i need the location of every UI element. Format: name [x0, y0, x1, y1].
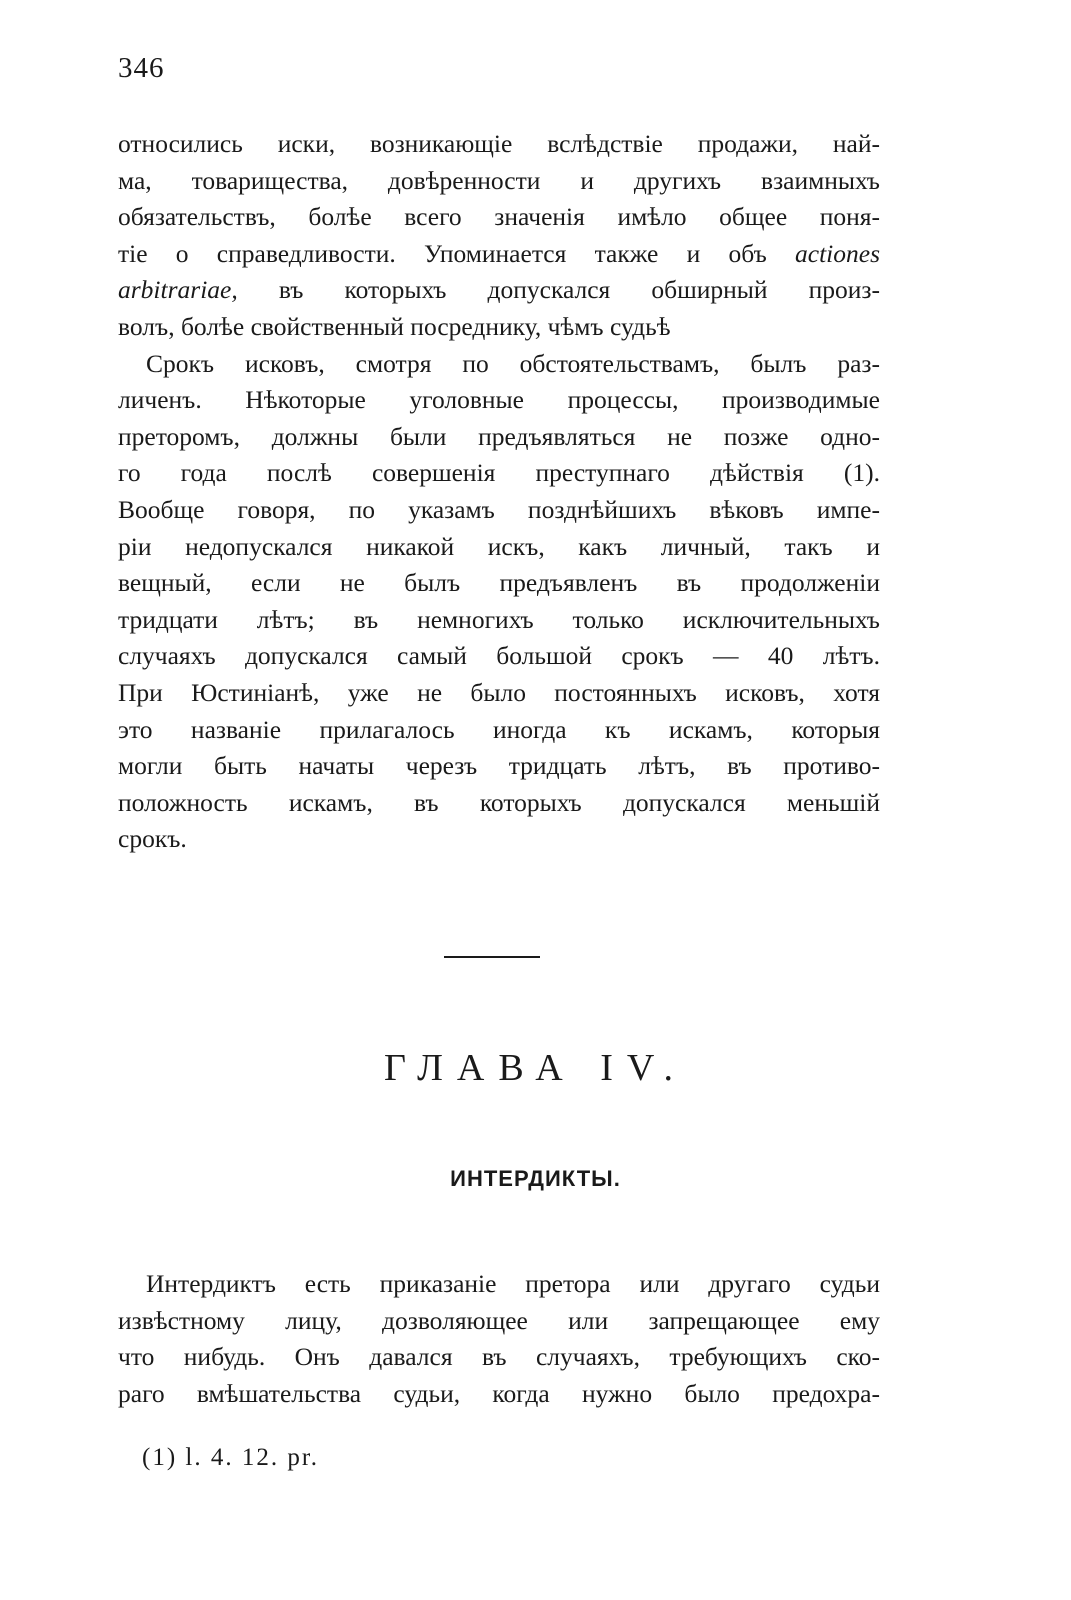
- text-line: что нибудь. Онъ давался въ случаяхъ, требующихъ ско-: [118, 1342, 880, 1372]
- text-line: вещный, если не былъ предъявленъ въ продолженіи: [118, 568, 880, 598]
- text-span: въ которыхъ допускался обширный произ-: [237, 275, 880, 305]
- text-line: обязательствъ, болѣе всего значенія имѣло общее поня-: [118, 202, 880, 232]
- text-line: личенъ. Нѣкоторые уголовные процессы, производимые: [118, 385, 880, 415]
- text-line: извѣстному лицу, дозволяющее или запрещающее ему: [118, 1305, 880, 1335]
- text-line: положность искамъ, въ которыхъ допускался меньшій: [118, 787, 880, 817]
- text-line: преторомъ, должны были предъявляться не позже одно-: [118, 421, 880, 451]
- text-line: го года послѣ совершенія преступнаго дѣйствія (1).: [118, 458, 880, 488]
- footnote: (1) l. 4. 12. pr.: [142, 1444, 320, 1471]
- text-line: Интердиктъ есть приказаніе претора или другаго судьи: [146, 1269, 880, 1298]
- text-line: могли быть начаты черезъ тридцать лѣтъ, въ противо-: [118, 751, 880, 781]
- text-line: ріи недопускался никакой искъ, какъ личный, такъ и: [118, 531, 880, 561]
- text-line-mixed: [118, 272, 880, 309]
- text-line: тридцати лѣтъ; въ немногихъ только исключительныхъ: [118, 604, 880, 634]
- text-line: Срокъ исковъ, смотря по обстоятельствамъ, былъ раз-: [146, 348, 880, 378]
- text-line: волъ, болѣе свойственный посреднику, чѣмъ судьѣ: [118, 311, 671, 341]
- latin-term: arbitrariae,: [118, 275, 238, 305]
- text-line: ма, товарищества, довѣренности и другихъ взаимныхъ: [118, 165, 880, 195]
- text-line: При Юстиніанѣ, уже не было постоянныхъ исковъ, хотя: [118, 677, 880, 707]
- text-line: случаяхъ допускался самый большой срокъ — 40 лѣтъ.: [118, 641, 880, 671]
- chapter-title: ГЛАВА IV.: [384, 1047, 687, 1089]
- page-number: 346: [118, 52, 165, 84]
- latin-term: actiones: [795, 238, 880, 268]
- text-line: относились иски, возникающіе вслѣдствіе продажи, най-: [118, 129, 880, 158]
- text-line: Вообще говоря, по указамъ позднѣйшихъ вѣковъ импе-: [118, 494, 880, 524]
- text-line: срокъ.: [118, 824, 187, 854]
- section-divider: [444, 956, 540, 958]
- text-line: это названіе прилагалось иногда къ искамъ, которыя: [118, 714, 880, 744]
- text-line-mixed: [118, 236, 880, 273]
- body-text-bottom: [118, 1266, 880, 1412]
- text-span: тіе о справедливости. Упоминается также и объ: [118, 238, 796, 268]
- text-line: раго вмѣшательства судьи, когда нужно было предохра-: [118, 1378, 880, 1408]
- body-text-top: [118, 126, 880, 858]
- chapter-subtitle: ИНТЕРДИКТЫ.: [450, 1166, 621, 1191]
